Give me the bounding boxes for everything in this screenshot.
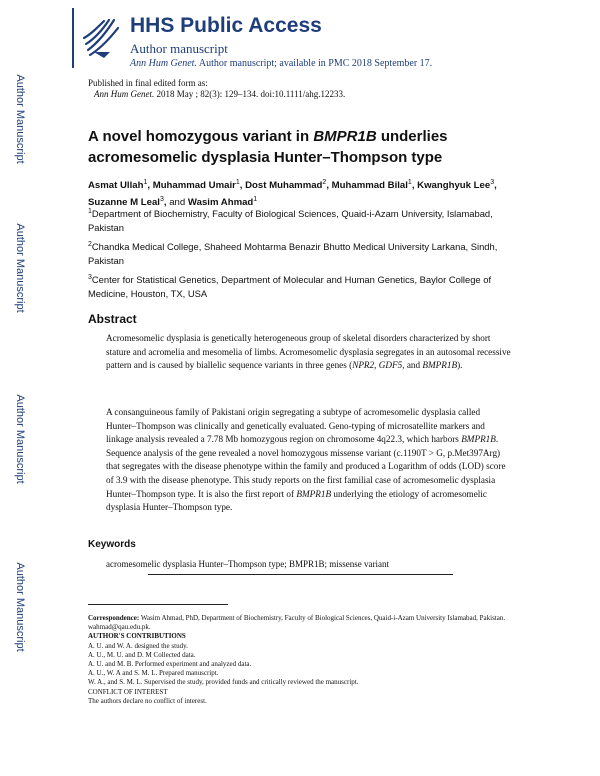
hhs-public-access-title: HHS Public Access: [130, 14, 322, 37]
correspondence: Correspondence: Wasim Ahmad, PhD, Department of Biochemistry, Faculty of Biological Sciences, Quaid-i-Azam University Islamabad, Pakistan. wahmad@qau.edu.pk.: [88, 614, 506, 632]
contrib-item: A. U., W. A and S. M. L. Prepared manuscript.: [88, 669, 219, 678]
contrib-heading: AUTHOR'S CONTRIBUTIONS: [88, 632, 186, 641]
footnotes: [88, 614, 518, 706]
hhs-eagle-logo-icon: [80, 14, 124, 60]
pub-citation: 2018 May ; 82(3): 129–134. doi:10.1111/ahg.12233.: [156, 89, 346, 99]
coi-text: The authors declare no conflict of interest.: [88, 696, 207, 705]
availability-text: Author manuscript; available in PMC 2018 September 17.: [198, 58, 433, 69]
author-list: Asmat Ullah$^1$, Muhammad Umair$^1$, Dost Muhammad$^2$, Muhammad Bilal$^1$, Kwanghyuk Lee$^3$, Suzanne M Leal$^3$, and Wasim Ahmad$^1$: [88, 179, 497, 209]
title-gene: BMPR1B: [313, 128, 377, 145]
abstract-paragraph-2: A consanguineous family of Pakistani origin segregating a subtype of acromesomelic dysplasia called Hunter–Thompson was clinically and genetically evaluated. Geno-typing of microsatellite markers and linkage analysis revealed a 7.78 Mb homozygous region on chromosome 4q22.3, which harbors BMPR1B. Sequence analysis of the gene revealed a novel homozygous missense variant (c.1190T > G, p.Met397Arg) that segregates with the disease phenotype within the family and produced a Logarithm of odds (LOD) score of 3.9 with the disease phenotype. This study reports on the first familial case of acromesomelic dysplasia Hunter–Thompson type. It is also the first report of BMPR1B underlying the etiology of acromesomelic dysplasia Hunter–Thompson type.: [106, 407, 506, 513]
contrib-item: A. U. and M. B. Performed experiment and analyzed data.: [88, 660, 252, 669]
keywords-divider: [148, 574, 453, 575]
keywords-heading: Keywords: [88, 539, 136, 550]
published-in-line: Published in final edited form as:: [88, 78, 208, 88]
journal-abbrev: Ann Hum Genet.: [130, 58, 197, 69]
contrib-item: A. U., M. U. and D. M Collected data.: [88, 650, 196, 659]
side-label-author-manuscript: Author Manuscript: [14, 223, 26, 313]
coi-heading: CONFLICT OF INTEREST: [88, 687, 168, 696]
publication-info: [88, 78, 345, 100]
keywords-text: acromesomelic dysplasia Hunter–Thompson type; BMPR1B; missense variant: [106, 559, 389, 569]
side-label-author-manuscript: Author Manuscript: [14, 74, 26, 164]
abstract-heading: Abstract: [88, 312, 137, 326]
contrib-item: A. U. and W. A. designed the study.: [88, 641, 188, 650]
header-rule: [72, 8, 74, 68]
affiliation-3: $^3$Center for Statistical Genetics, Department of Molecular and Human Genetics, Baylor College of Medicine, Houston, TX, USA: [88, 274, 492, 299]
side-label-author-manuscript: Author Manuscript: [14, 562, 26, 652]
footnote-divider: [88, 604, 228, 605]
article-title: A novel homozygous variant in BMPR1B underlies acromesomelic dysplasia Hunter–Thompson type: [88, 128, 448, 166]
affiliation-1: $^1$Department of Biochemistry, Faculty of Biological Sciences, Quaid-i-Azam University, Islamabad, Pakistan: [88, 208, 493, 233]
journal-availability: [130, 58, 432, 69]
contrib-item: W. A., and S. M. L. Supervised the study, provided funds and critically reviewed the manuscript.: [88, 678, 359, 687]
author-manuscript-label: Author manuscript: [130, 41, 228, 56]
abstract-paragraph-1: Acromesomelic dysplasia is genetically heterogeneous group of skeletal disorders characterized by short stature and acromelia and mesomelia of limbs. Acromesomelic dysplasia segregates in an autosomal recessive pattern and is caused by biallelic sequence variants in three genes (NPR2, GDF5, and BMPR1B).: [106, 333, 511, 371]
pub-journal: Ann Hum Genet.: [94, 89, 155, 99]
affiliation-2: $^2$Chandka Medical College, Shaheed Mohtarma Benazir Bhutto Medical University Larkana, Sindh, Pakistan: [88, 241, 498, 266]
side-label-author-manuscript: Author Manuscript: [14, 394, 26, 484]
